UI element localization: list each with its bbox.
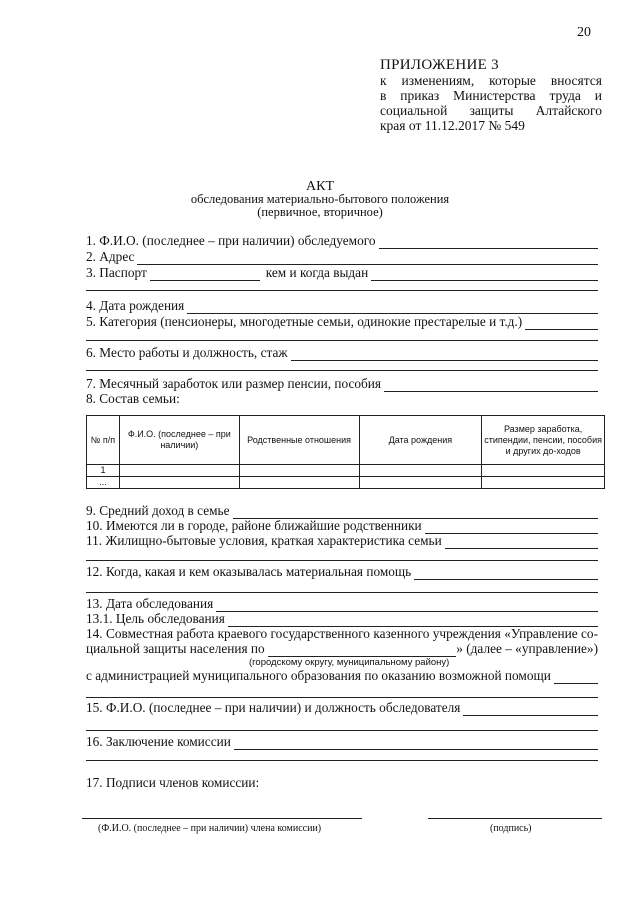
field-income: [86, 376, 598, 392]
field-label: 14. Совместная работа краевого государственного казенного учреждения «Управление со-: [86, 626, 598, 641]
table-row: [87, 477, 605, 489]
blank-line[interactable]: [86, 340, 598, 341]
field-living-conditions: [86, 533, 598, 549]
field-label: 6. Место работы и должность, стаж: [86, 345, 288, 360]
table-cell: ...: [87, 477, 120, 489]
field-label: 12. Когда, какая и кем оказывалась материальная помощь: [86, 564, 412, 579]
blank-line[interactable]: [86, 592, 598, 593]
field-inspection-date: [86, 596, 598, 612]
page-number: 20: [577, 25, 591, 40]
birth-date-input-line[interactable]: [187, 301, 598, 314]
appendix-line: края от 11.12.2017 № 549: [380, 118, 525, 133]
field-conclusion: [86, 734, 598, 750]
field-label: 3. Паспорт: [86, 265, 147, 280]
table-cell[interactable]: [482, 477, 605, 489]
field-label: 10. Имеются ли в городе, районе ближайшие родственники: [86, 518, 422, 533]
full-name-input-line[interactable]: [379, 236, 599, 249]
table-cell[interactable]: [482, 465, 605, 477]
field-label: 11. Жилищно-бытовые условия, краткая характеристика семьи: [86, 533, 442, 548]
table-cell[interactable]: [359, 465, 482, 477]
field-label: 13. Дата обследования: [86, 596, 214, 611]
member-name-line[interactable]: [82, 818, 362, 819]
field-label: 17. Подписи членов комиссии:: [86, 775, 260, 790]
appendix-line: в приказ Министерства труда и: [380, 88, 602, 103]
field-workplace: [86, 345, 598, 361]
field-label: 8. Состав семьи:: [86, 391, 180, 406]
passport-issued-input-line[interactable]: [371, 268, 598, 281]
field-joint-work-line3: [86, 668, 598, 684]
field-joint-work: [86, 626, 598, 642]
act-heading: [0, 180, 640, 219]
blank-line[interactable]: [86, 697, 598, 698]
field-aid: [86, 564, 598, 580]
field-relatives: [86, 518, 598, 534]
field-label: 2. Адрес: [86, 249, 135, 264]
act-kind: (первичное, вторичное): [257, 205, 383, 219]
field-label: с администрацией муниципального образования по оказанию возможной помощи: [86, 668, 551, 683]
field-label: » (далее – «управление»): [456, 641, 598, 656]
table-cell[interactable]: [239, 477, 359, 489]
table-cell: 1: [87, 465, 120, 477]
workplace-input-line[interactable]: [291, 348, 598, 361]
col-header-birth-date: Дата рождения: [359, 416, 482, 465]
field-inspector: [86, 700, 598, 716]
table-header-row: [87, 416, 605, 465]
appendix-line: к изменениям, которые вносятся: [380, 73, 602, 88]
appendix-line: социальной защиты Алтайского: [380, 103, 602, 118]
living-conditions-input-line[interactable]: [445, 536, 598, 549]
act-title: АКТ: [306, 179, 334, 194]
family-table: [86, 415, 605, 489]
aid-input-line[interactable]: [414, 567, 598, 580]
field-birth-date: [86, 298, 598, 314]
member-name-caption: (Ф.И.О. (последнее – при наличии) члена комиссии): [98, 823, 322, 834]
field-label: кем и когда выдан: [265, 265, 369, 280]
field-label: 13.1. Цель обследования: [86, 611, 225, 626]
category-input-line[interactable]: [525, 317, 598, 330]
col-header-name: Ф.И.О. (последнее – при наличии): [119, 416, 239, 465]
appendix-title: ПРИЛОЖЕНИЕ 3: [380, 57, 499, 73]
conclusion-input-line[interactable]: [234, 737, 598, 750]
joint-work-input-line[interactable]: [554, 671, 598, 684]
field-label: циальной защиты населения по: [86, 641, 265, 656]
field-label: 1. Ф.И.О. (последнее – при наличии) обследуемого: [86, 233, 376, 248]
table-cell[interactable]: [119, 477, 239, 489]
col-header-number: № п/п: [87, 416, 120, 465]
field-address: [86, 249, 598, 265]
district-note: (городскому округу, муниципальному району): [249, 657, 450, 668]
inspector-input-line[interactable]: [463, 703, 598, 716]
district-input-line[interactable]: [268, 644, 457, 657]
field-joint-work-line2: [86, 641, 598, 657]
table-cell[interactable]: [239, 465, 359, 477]
passport-input-line[interactable]: [150, 268, 260, 281]
field-label: 7. Месячный заработок или размер пенсии, пособия: [86, 376, 382, 391]
col-header-relation: Родственные отношения: [239, 416, 359, 465]
field-label: 4. Дата рождения: [86, 298, 185, 313]
field-label: 9. Средний доход в семье: [86, 503, 230, 518]
col-header-income: Размер заработка, стипендии, пенсии, пособия и других до-ходов: [482, 416, 605, 465]
blank-line[interactable]: [86, 370, 598, 371]
field-label: 5. Категория (пенсионеры, многодетные семьи, одинокие престарелые и т.д.): [86, 314, 523, 329]
field-label: 15. Ф.И.О. (последнее – при наличии) и должность обследователя: [86, 700, 461, 715]
blank-line[interactable]: [86, 290, 598, 291]
blank-line[interactable]: [86, 760, 598, 761]
field-signatures: [86, 775, 598, 791]
field-category: [86, 314, 598, 330]
table-row: [87, 465, 605, 477]
blank-line[interactable]: [86, 560, 598, 561]
table-cell[interactable]: [359, 477, 482, 489]
signature-caption: (подпись): [490, 823, 532, 834]
table-cell[interactable]: [119, 465, 239, 477]
field-family: [86, 391, 598, 407]
address-input-line[interactable]: [137, 252, 598, 265]
field-full-name: [86, 233, 598, 249]
field-inspection-purpose: [86, 611, 598, 627]
field-label: 16. Заключение комиссии: [86, 734, 231, 749]
field-passport: [86, 265, 598, 281]
member-signature-line[interactable]: [428, 818, 602, 819]
field-average-income: [86, 503, 598, 519]
act-subtitle: обследования материально-бытового положения: [190, 192, 450, 206]
appendix-block: [380, 58, 602, 133]
blank-line[interactable]: [86, 730, 598, 731]
